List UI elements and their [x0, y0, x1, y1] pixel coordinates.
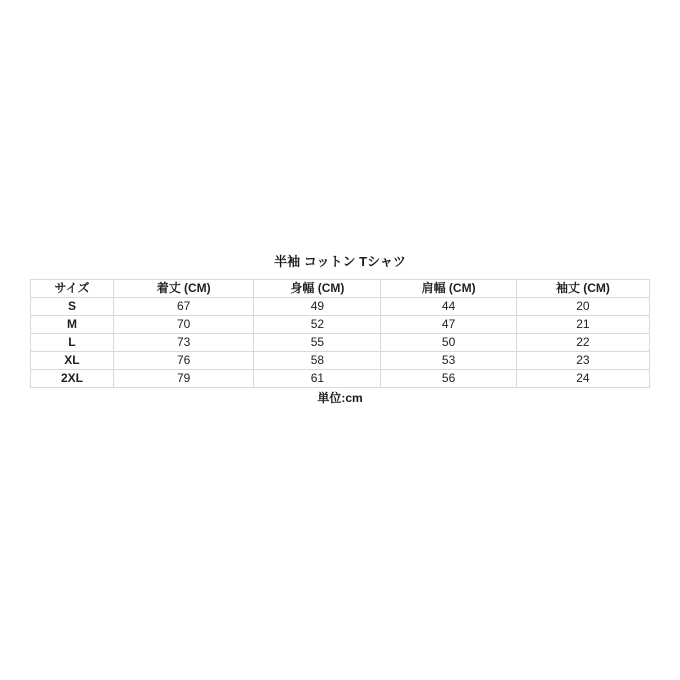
measurement-cell: 52	[254, 316, 381, 334]
size-chart-table	[30, 279, 650, 388]
column-header-sleeve-length: 袖丈 (CM)	[516, 280, 649, 298]
measurement-cell: 21	[516, 316, 649, 334]
size-chart-sheet	[30, 254, 650, 405]
measurement-cell: 58	[254, 352, 381, 370]
unit-note: 単位:cm	[317, 391, 363, 405]
measurement-cell: 24	[516, 370, 649, 388]
column-header-body-width: 身幅 (CM)	[254, 280, 381, 298]
size-cell: M	[31, 316, 114, 334]
table-row	[31, 352, 650, 370]
measurement-cell: 20	[516, 298, 649, 316]
column-header-shoulder-width: 肩幅 (CM)	[381, 280, 517, 298]
size-cell: L	[31, 334, 114, 352]
measurement-cell: 76	[113, 352, 254, 370]
measurement-cell: 73	[113, 334, 254, 352]
measurement-cell: 49	[254, 298, 381, 316]
table-row	[31, 298, 650, 316]
column-header-body-length: 着丈 (CM)	[113, 280, 254, 298]
measurement-cell: 67	[113, 298, 254, 316]
measurement-cell: 23	[516, 352, 649, 370]
measurement-cell: 53	[381, 352, 517, 370]
measurement-cell: 22	[516, 334, 649, 352]
column-header-size: サイズ	[31, 280, 114, 298]
measurement-cell: 56	[381, 370, 517, 388]
table-row	[31, 334, 650, 352]
measurement-cell: 70	[113, 316, 254, 334]
table-row	[31, 316, 650, 334]
size-cell: 2XL	[31, 370, 114, 388]
size-cell: S	[31, 298, 114, 316]
size-cell: XL	[31, 352, 114, 370]
measurement-cell: 55	[254, 334, 381, 352]
measurement-cell: 79	[113, 370, 254, 388]
measurement-cell: 61	[254, 370, 381, 388]
measurement-cell: 44	[381, 298, 517, 316]
header-row	[31, 280, 650, 298]
table-row	[31, 370, 650, 388]
measurement-cell: 47	[381, 316, 517, 334]
measurement-cell: 50	[381, 334, 517, 352]
product-title: 半袖 コットン Tシャツ	[274, 254, 406, 269]
